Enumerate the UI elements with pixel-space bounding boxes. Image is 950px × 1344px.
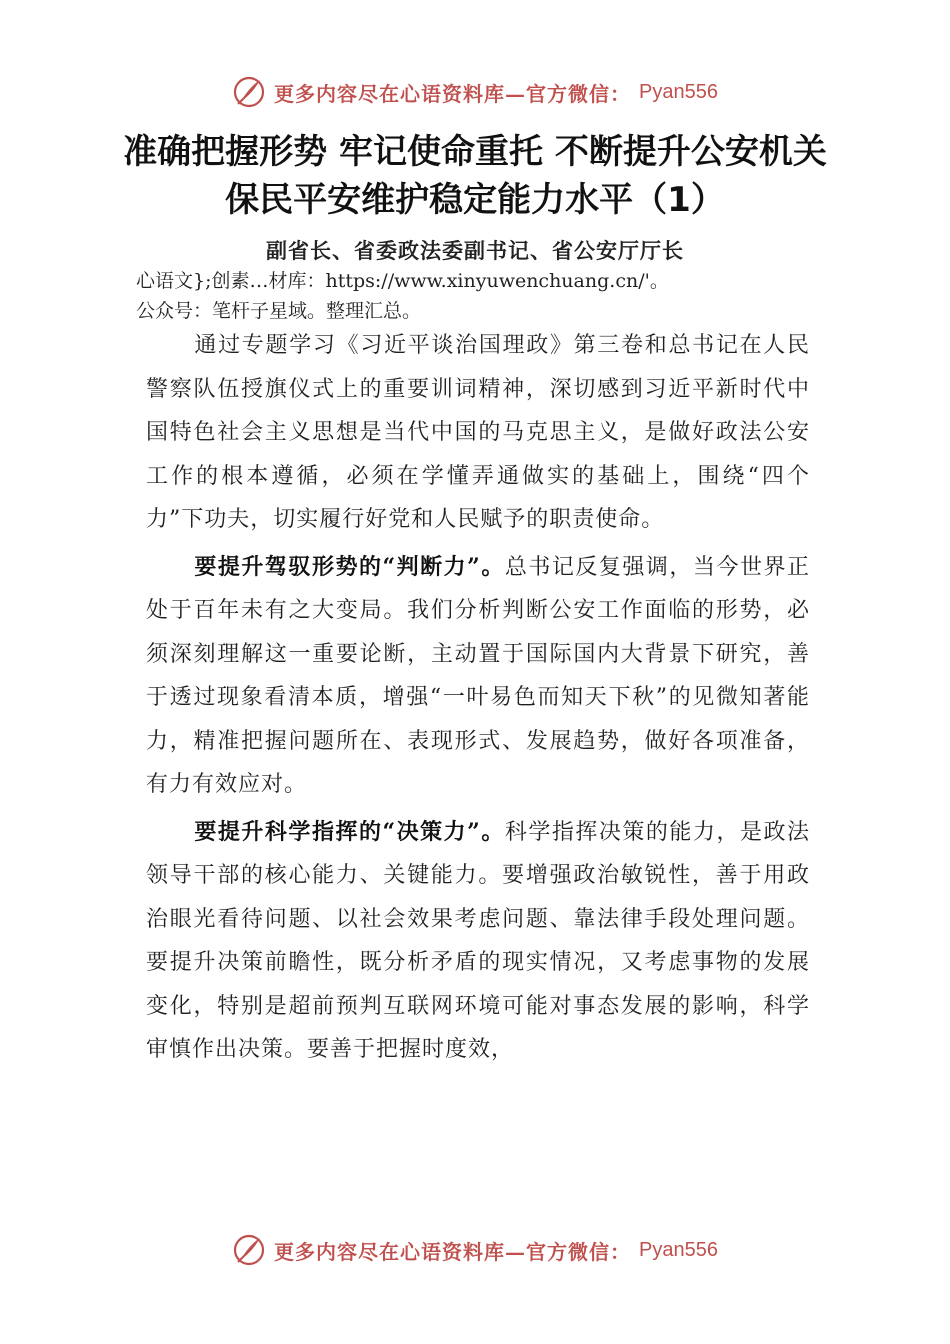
- footer-banner: [0, 1228, 950, 1272]
- paragraph: [146, 324, 810, 542]
- banner-wechat-id: Pyan556: [639, 1238, 718, 1261]
- paragraph: [146, 546, 810, 807]
- paragraph-lead: 要提升驾驭形势的“判断力”。: [194, 553, 505, 580]
- banner-wechat-id: Pyan556: [639, 80, 718, 103]
- paragraph: [146, 811, 810, 1072]
- banner-text: 更多内容尽在心语资料库—官方微信：: [274, 1239, 632, 1264]
- quill-logo-icon: [232, 1233, 266, 1267]
- document-author: 副省长、省委政法委副书记、省公安厅厅长: [266, 238, 684, 263]
- quill-logo-icon: [232, 75, 266, 109]
- paragraph-text: 通过专题学习《习近平谈治国理政》第三卷和总书记在人民警察队伍授旗仪式上的重要训词精神，深切感到习近平新时代中国特色社会主义思想是当代中国的马克思主义，是做好政法公安工作的根本遵循，必须在学懂弄通做实的基础上，围绕“四个力”下功夫，切实履行好党和人民赋予的职责使命。: [146, 333, 810, 532]
- source-line-account: 公众号：笔杆子星域。整理汇总。: [136, 300, 422, 322]
- header-banner: [0, 70, 950, 114]
- paragraph-text: 总书记反复强调，当今世界正处于百年未有之大变局。我们分析判断公安工作面临的形势，必须深刻理解这一重要论断，主动置于国际国内大背景下研究，善于透过现象看清本质，增强“一叶易色而知天下秋”的见微知著能力，精准把握问题所在、表现形式、发展趋势，做好各项准备，有力有效应对。: [146, 554, 810, 797]
- document-title: 准确把握形势 牢记使命重托 不断提升公安机关保民平安维护稳定能力水平（1）: [123, 132, 827, 220]
- paragraph-text: 科学指挥决策的能力，是政法领导干部的核心能力、关键能力。要增强政治敏锐性，善于用政治眼光看待问题、以社会效果考虑问题、靠法律手段处理问题。要提升决策前瞻性，既分析矛盾的现实情况，又考虑事物的发展变化，特别是超前预判互联网环境可能对事态发展的影响，科学审慎作出决策。要善于把握时度效，: [146, 819, 810, 1062]
- paragraph-lead: 要提升科学指挥的“决策力”。: [194, 818, 505, 845]
- banner-text: 更多内容尽在心语资料库—官方微信：: [274, 81, 632, 106]
- document-body: [146, 324, 810, 1076]
- source-line-website: 心语文};创素…材库：https://www.xinyuwenchuang.cn/'。: [136, 270, 669, 292]
